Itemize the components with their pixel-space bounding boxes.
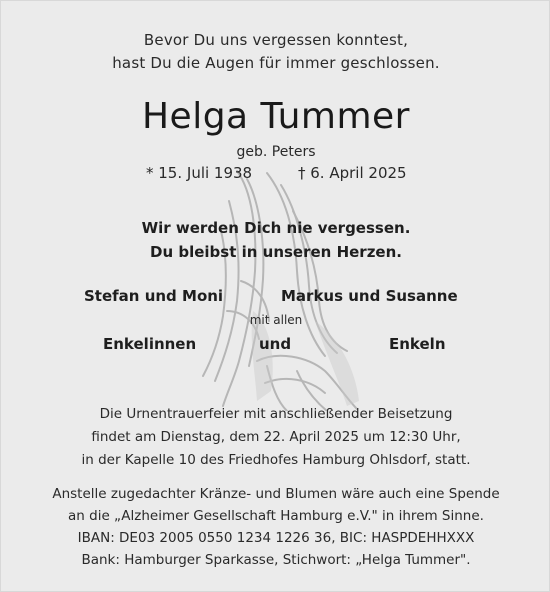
and-label: und [259, 335, 292, 353]
with-all-label: mit allen [249, 313, 303, 327]
death-date: † 6. April 2025 [298, 164, 407, 182]
intro-line-2: hast Du die Augen für immer geschlossen. [112, 54, 440, 72]
praying-hands-icon [197, 161, 367, 411]
grandchildren-label: Enkelinnen [103, 335, 197, 353]
message-line-1: Wir werden Dich nie vergessen. [141, 219, 411, 237]
mourner-left: Stefan und Moni [84, 287, 224, 305]
ceremony-line-3: in der Kapelle 10 des Friedhofes Hamburg Ohlsdorf, statt. [81, 452, 471, 468]
intro-line-1: Bevor Du uns vergessen konntest, [143, 31, 409, 49]
grandsons-label: Enkeln [389, 335, 446, 353]
donation-line-2: an die „Alzheimer Gesellschaft Hamburg e.V." in ihrem Sinne. [68, 508, 484, 524]
ceremony-line-1: Die Urnentrauerfeier mit anschließender Beisetzung [99, 406, 453, 422]
donation-iban: IBAN: DE03 2005 0550 1234 1226 36, BIC: HASPDEHHXXX [77, 530, 475, 546]
maiden-name: geb. Peters [236, 144, 316, 160]
donation-line-1: Anstelle zugedachter Kränze- und Blumen wäre auch eine Spende [52, 486, 500, 502]
birth-date: * 15. Juli 1938 [146, 164, 253, 182]
message-line-2: Du bleibst in unseren Herzen. [150, 243, 402, 261]
mourner-right: Markus und Susanne [281, 287, 458, 305]
donation-bank: Bank: Hamburger Sparkasse, Stichwort: „Helga Tummer". [81, 552, 471, 568]
ceremony-line-2: findet am Dienstag, dem 22. April 2025 um 12:30 Uhr, [91, 429, 461, 445]
deceased-name: Helga Tummer [141, 96, 410, 137]
